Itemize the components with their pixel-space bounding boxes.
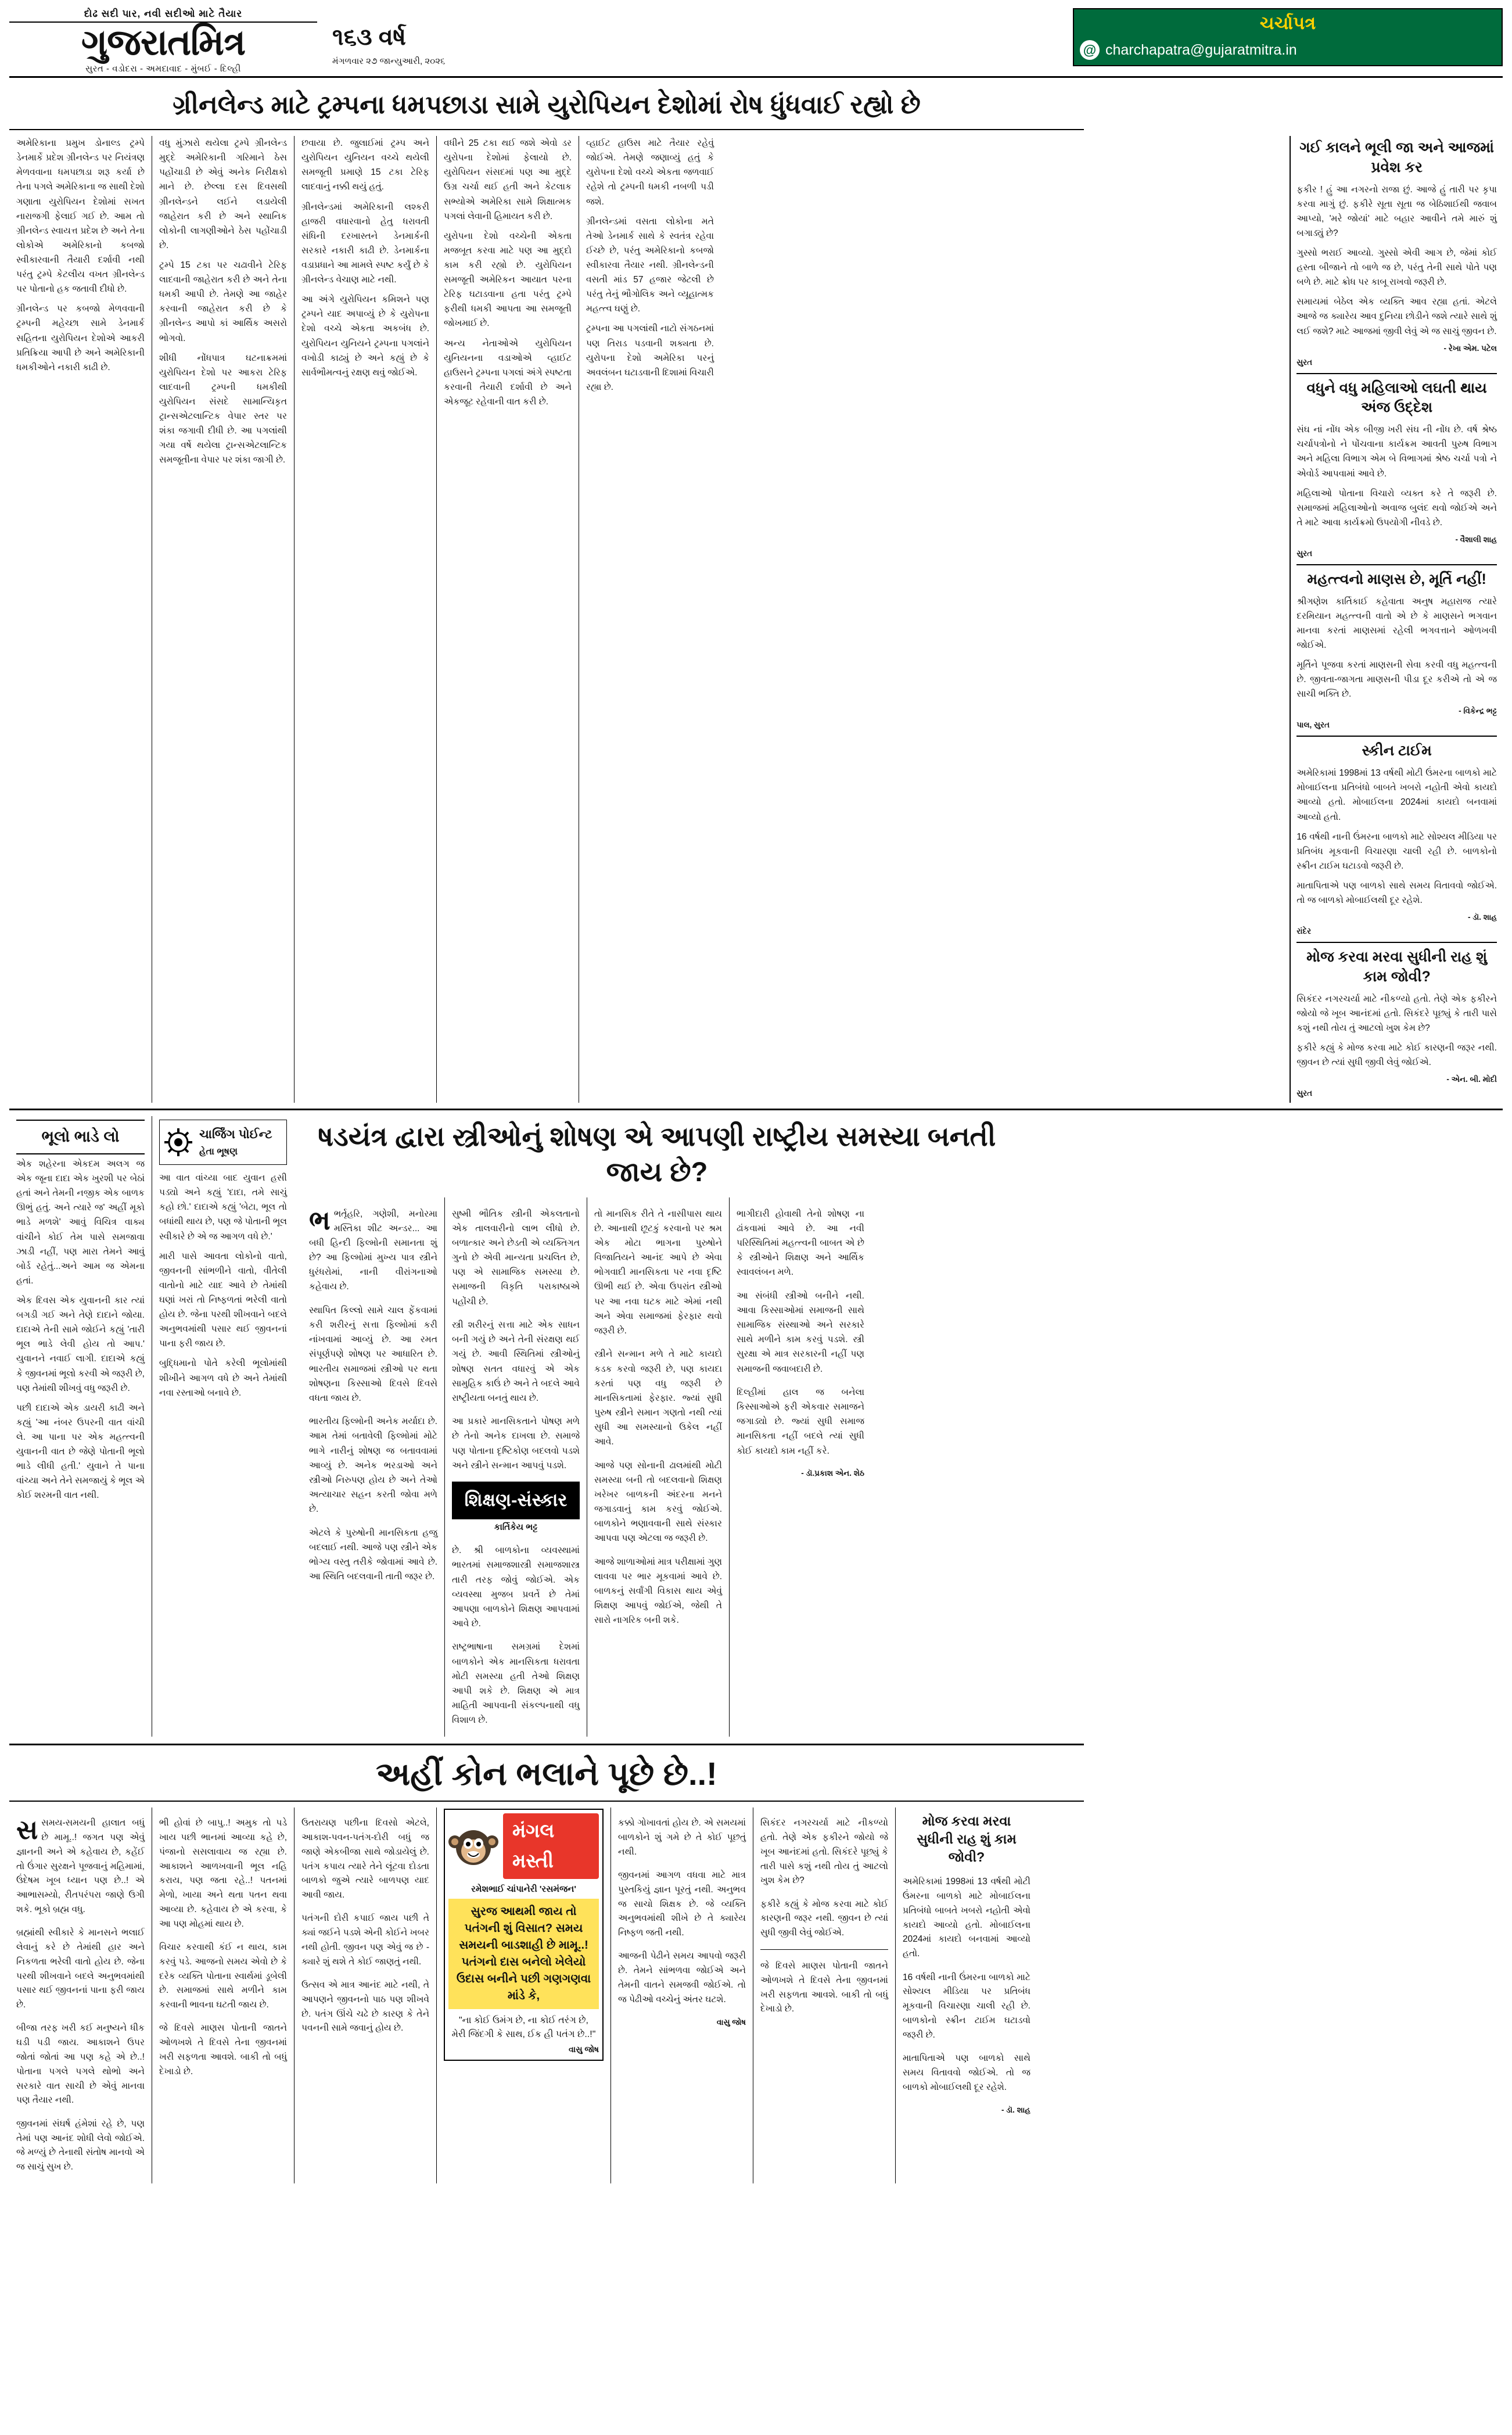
divider: [1296, 942, 1497, 943]
paragraph: જીવનમાં સંઘર્ષ હંમેશાં રહે છે, પણ તેમાં પણ આનંદ શોધી લેવો જોઈએ. જે મળ્યું છે તેનાથી સંતોષ માનવો એ જ સાચું સુખ છે.: [16, 2118, 145, 2172]
bottom-column-7: [895, 1808, 1037, 2184]
feature-column-1: [302, 1197, 444, 1736]
paragraph: 16 વર્ષથી નાની ઉંમરના બાળકો માટે સોશ્યલ મીડિયા પર પ્રતિબંધ મૂકવાની વિચારણા ચાલી રહી છે. બાળકોનો સ્ક્રીન ટાઈમ ઘટાડવો જરૂરી છે.: [1296, 831, 1497, 871]
dropcap: ભ: [309, 1204, 331, 1235]
bottom-column-5: [610, 1808, 753, 2184]
paragraph: અમેરિકાના પ્રમુખ ડોનાલ્ડ ટ્રમ્પે ડેનમાર્કે પ્રદેશ ગ્રીનલેન્ડ પર નિયંત્રણ મેળવવાના ધમપછાડા શરૂ કર્યા છે તેના પગલે અમેરિકાના જ સાથી દેશો ગણાતા યુરોપિયન દેશોમાં સખત નારાજગી ફેલાઈ ગઈ છે. આમ તો ગ્રીનલેન્ડ સ્વાયત્ત પ્રદેશ છે અને તેના લોકોએ અમેરિકાનો કબજો સ્વીકારવાની તૈયારી દર્શાવી નથી પરંતુ ટ્રમ્પે કેટલીય વખત ગ્રીનલેન્ડ પર પોતાનો હક જતાવી દીધો છે.: [16, 138, 145, 295]
paragraph: એક દિવસ એક યુવાનની કાર ત્યાં બગડી ગઈ અને તેણે દાદાને જોયા. દાદાએ તેની સામે જોઈને કહ્યું 'તારી ભૂલ ભાડે લેવી હોય તો આપ.' યુવાનને નવાઈ લાગી. દાદાએ કહ્યું કે જીવનમાં ભૂલો કરવી એ જરૂરી છે, પણ તેમાંથી શીખવું વધુ જરૂરી છે.: [16, 1295, 145, 1393]
paragraph: ભારતીય ફિલ્મોની અનેક મર્યાદા છે. આમ તેમાં બતાવેલી ફિલ્મોમાં મોટે ભાગે નારીનું શોષણ જ બતાવવામાં આવ્યું છે. અનેક ભરડાઓ અને સ્ત્રીઓ નિરુપણ હોય છે અને તેઓ અત્યાચાર સહન કરતી જોવા મળે છે.: [309, 1416, 437, 1514]
at-icon: @: [1080, 40, 1100, 60]
paragraph: ટ્રમ્પે 15 ટકા પર ચઢાવીને ટેરિફ લાદવાની જાહેરાત કરી છે અને તેના ધમકી આપી છે. તેમણે આ જાહેર કરવાની જાહેરાત કરી છે કે ગ્રીનલેન્ડ આપો કાં આર્થિક અસરો ભોગવો.: [159, 260, 287, 343]
paragraph: આ પ્રકારે માનસિકતાને પોષણ મળે છે તેનો અનેક દાખલા છે. સમાજે પણ પોતાના દૃષ્ટિકોણ બદલવો પડશે અને સ્ત્રીને સન્માન આપવું પડશે.: [452, 1416, 580, 1471]
paragraph: શીધી નોંધપાત્ર ઘટનાક્રમમાં યુરોપિયન દેશો પર આકરા ટેરિફ લાદવાની ટ્રમ્પની ધમકીથી યુરોપિયન સંસદે સામાન્યિકૃત ટ્રાન્સએટલાન્ટિક વેપાર સ્તર પર શંકા જગાવી દીધી છે. આ પગલાંથી ગયા વર્ષે થયેલા ટ્રાન્સએટલાન્ટિક સમજૂતીના વેપાર પર શંકા જાગી છે.: [159, 353, 287, 465]
paragraph: બીજા તરફ ખરી કઈ મનુષ્યને ધીક ઘડી પડી જાય. આકાશને ઉપર જોતાં જોતાં આ પણ કહે એ છે..! પોતાના પગલે પગલે થોભો અને સરકારે વાત સાચી છે એવું માનવા પણ તૈયાર નથી.: [16, 2023, 145, 2106]
lead-column-3: [294, 136, 436, 1103]
feature-columns: [302, 1197, 1012, 1736]
charchapatra-email-row[interactable]: [1074, 37, 1502, 65]
rail-item-3: [1296, 741, 1497, 936]
paragraph: મૂર્તિને પૂજવા કરતાં માણસની સેવા કરવી વધુ મહત્ત્વની છે. જીવતા-જાગતા માણસની પીડા દૂર કરીએ તો એ જ સાચી ભક્તિ છે.: [1296, 660, 1497, 700]
charging-point-author: હેતા ભૂષણ: [199, 1147, 238, 1157]
paragraph: જે દિવસે માણસ પોતાની જાતને ઓળખશે તે દિવસે તેના જીવનમાં ખરી સફળતા આવશે. બાકી તો બધું દેખાડો છે.: [760, 1960, 888, 2014]
charchapatra-box: [1073, 8, 1503, 66]
paragraph: આજે પણ સોનાની ઢાલમાંથી મોટી સમસ્યા બની તો બદલવાનો શિક્ષણ ખરેખર બાળકની અંદરના મનને જગાડવાનું કામ કરવું જોઈએ. બાળકોને ભણાવવાની સાથે સંસ્કાર આપવા પણ એટલા જ જરૂરી છે.: [594, 1460, 722, 1544]
paragraph: ફકીર ! હું આ નગરનો રાજા છું. આજે હું તારી પર કૃપા કરવા માગું છું. ફકીરે સૂતા સૂતા જ બેઠિશાઈથી જવાબ આપ્યો, 'મરે જોયાં' માટે બહાર આવીને તમે મારું શું બગાડ્યું છે?: [1296, 184, 1497, 238]
paragraph: સમાયમાં બેઠેલ એક વ્યક્તિ આવ રહ્યા હતાં. એટલે આજે જ ક્યારેય આવ દુનિયા છોડીને જશે ત્યારે સાથે શું લઈ જશે? માટે આજમાં જીવી લેવું એ જ સાચું જીવન છે.: [1296, 297, 1497, 336]
paragraph: સિકંદર નગરચર્યા માટે નીકળ્યો હતો. તેણે એક ફકીરને જોયો જે ખૂબ આનંદમાં હતો. સિકંદરે પૂછ્યું કે તારી પાસે કશું નથી તોય તું આટલો ખુશ કેમ છે?: [1296, 994, 1497, 1033]
divider: [1296, 373, 1497, 374]
paragraph: [309, 1204, 437, 1294]
paragraph: રાષ્ટ્રભાષાના સમગ્રમાં દેશમાં બાળકોને એક માનસિકતા ધરાવતા મોટી સમસ્યા હતી તેઓ શિક્ષણ આપી શકે છે. શિક્ષણ એ માત્ર માહિતી આપવાની સંકલ્પનાથી વધુ વિશાળ છે.: [452, 1642, 580, 1725]
paragraph: જે દિવસે માણસ પોતાની જાતને ઓળખશે તે દિવસે તેના જીવનમાં ખરી સફળતા આવશે. બાકી તો બધું દેખાડો છે.: [159, 2023, 287, 2077]
paragraph: [16, 1816, 145, 1917]
lead-column-2: [152, 136, 294, 1103]
paragraph: અમેરિકામાં 1998માં 13 વર્ષથી મોટી ઉંમરના બાળકો માટે મોબાઈલના પ્રતિબંધો બાબતે ખબરો નહોતી એવો કાયદો આવ્યો હતો. મોબાઈલના 2024માં કાયદો બનવામાં આવ્યો હતો.: [903, 1877, 1030, 1959]
masthead-left: [9, 8, 317, 74]
paragraph: યુરોપના દેશો વચ્ચેની એકતા મજબૂત કરવા માટે પણ આ મુદ્દો કામ કરી રહ્યો છે. યુરોપિયન સમજૂતી અમેરિકન આયાત પરના ટેરિફ ઘટાડવાના હતા પરંતુ ટ્રમ્પે ફરીથી ધમકી આપતા આ સમજૂતી જોખમાઈ છે.: [444, 231, 572, 329]
feature-column-2: [444, 1197, 587, 1736]
paper-title: ગુજરાતમિત્ર: [81, 23, 246, 63]
rail-item-body: [1296, 766, 1497, 908]
sidebar-heading: મોજ કરવા મરવા સુધીની રાહ શું કામ જોવી?: [917, 1813, 1017, 1864]
paragraph: 16 વર્ષથી નાની ઉંમરના બાળકો માટે સોશ્યલ મીડિયા પર પ્રતિબંધ મૂકવાની વિચારણા ચાલી રહી છે. બાળકોનો સ્ક્રીન ટાઈમ ઘટાડવો જરૂરી છે.: [903, 1972, 1030, 2040]
paragraph: જીવનમાં આગળ વધવા માટે માત્ર પુસ્તકિયું જ્ઞાન પૂરતું નથી. અનુભવ જ સાચો શિક્ષક છે. જે વ્યક્તિ અનુભવમાંથી શીખે છે તે ક્યારેય નિષ્ફળ જતી નથી.: [618, 1870, 746, 1938]
paragraph: શ્રીગણેશ કાર્તિકાઈ કહેવાતા અનુષ મહારાજ ત્યારે દરમિયાન મહત્ત્વની વાતો એ છે કે માણસને ભગવાન માનવા કરતાં માણસમાં રહેલી ભગવત્તાને ઓળખવી જોઈએ.: [1296, 596, 1497, 651]
rail-item-heading: મોજ કરવા મરવા સુધીની રાહ શું કામ જોવી?: [1306, 949, 1488, 985]
rail-item-heading: વધુને વધુ મહિલાઓ લઘતી થાય અંજ ઉદ્દેશ: [1306, 379, 1487, 416]
paragraph: વ્હાઈટ હાઉસ માટે તૈયાર રહેવું જોઈએ. તેમણે જણાવ્યું હતું કે યુરોપના દેશો વચ્ચે એકતા જળવાઈ રહેશે તો ટ્રમ્પની ધમકી નબળી પડી જશે.: [586, 138, 714, 207]
paragraph: આ અંગે યુરોપિયન કમિશને પણ ટ્રમ્પને યાદ અપાવ્યું છે કે યુરોપના દેશો વચ્ચે એકતા અકબંધ છે. યુરોપિયન યુનિયને ટ્રમ્પના પગલાંને વખોડી કાઢ્યું છે અને કહ્યું છે કે સાર્વભૌમત્વનું રક્ષણ થવું જોઈએ.: [301, 295, 429, 378]
rail-item-author: - વિકેન્દ્ર ભટ્ટ: [1459, 707, 1497, 716]
rail-item-1: [1296, 379, 1497, 558]
right-rail: [1290, 136, 1503, 1103]
rail-item-4: [1296, 948, 1497, 1098]
secondary-band: [9, 1109, 1503, 1736]
bhulo-bhade-column-2: [152, 1116, 294, 1736]
mangal-masti-box: [444, 1809, 604, 2061]
rail-item-city: સુરત: [1296, 357, 1313, 367]
charchapatra-title: ચર્ચાપત્ર: [1074, 9, 1502, 37]
masthead: [9, 8, 1503, 78]
mangal-masti-header: [448, 1813, 599, 1880]
paragraph: પછી દાદાએ એક ડાયરી કાઢી અને કહ્યું 'આ નંબર ઉપરની વાત વાંચી લે. આ પાના પર એક મહત્ત્વની યુવાનની વાત છે જેણે પોતાની ભૂલો ભાડે લીધી હતી.' યુવાને તે પાના વાંચ્યા અને તેને સમજાયું કે ભૂલ એ કોઈ શરમની વાત નથી.: [16, 1403, 145, 1501]
paragraph: વધુ મુંઝારો થયેલા ટ્રમ્પે ગ્રીનલેન્ડ મુદ્દે અમેરિકાની ગરિમાને ઠેસ પહોંચાડી છે એવું અનેક નિરીક્ષકો માને છે. છેલ્લા દસ દિવસથી ગ્રીનલેન્ડને લઈને લડાયેલી જાહેરાત કરી છે અને સ્થાનિક લોકોની લાગણીઓને ઠેસ પહોંચાડી છે.: [159, 138, 287, 250]
paragraph: અમેરિકામાં 1998માં 13 વર્ષથી મોટી ઉંમરના બાળકો માટે મોબાઈલના પ્રતિબંધો બાબતે ખબરો નહોતી એવો કાયદો આવ્યો હતો. મોબાઈલના 2024માં કાયદો બનવામાં આવ્યો હતો.: [1296, 768, 1497, 822]
feature-author: - ડૉ.પ્રકાશ એન. શેઠ: [801, 1469, 864, 1478]
paragraph: બુદ્ધિમાનો પોતે કરેલી ભૂલોમાંથી શીખીને આગળ વધે છે અને તેમાંથી નવા રસ્તાઓ બનાવે છે.: [159, 1358, 287, 1398]
paragraph: સ્થાપિત કિલ્લો સામે ચાલ ફેંકવામાં કરી શરીરનું સત્તા ફિલ્મોમાં કરી નાંખવામાં આવ્યું છે. આ રમત સંપૂર્ણપણે શોષણ પર આધારિત છે. ભારતીય સમાજમાં સ્ત્રીઓ પર થતા શોષણના કિસ્સાઓ દિવસે દિવસે વધતા જાય છે.: [309, 1306, 437, 1403]
bottom-column-3: [294, 1808, 436, 2184]
paragraph: વધીને 25 ટકા થઈ જશે એવો ડર યુરોપના દેશોમાં ફેલાયો છે. યુરોપિયન સંસદમાં પણ આ મુદ્દે ઉગ્ર ચર્ચા થઈ હતી અને કેટલાક સભ્યોએ અમેરિકા સામે શિક્ષાત્મક પગલાં લેવાની હિમાયત કરી છે.: [444, 138, 572, 221]
rail-item-city: સુરત: [1296, 548, 1313, 558]
rail-item-author: - એન. બી. મોદી: [1446, 1075, 1497, 1084]
feature-headline: ષડયંત્ર દ્વારા સ્ત્રીઓનું શોષણ એ આપણી રાષ્ટ્રીય સમસ્યા બનતી જાય છે?: [318, 1121, 996, 1188]
masthead-middle: [317, 8, 1073, 74]
paragraph: સુષ્મી ભૌતિક સ્ત્રીની એકલતાનો એક તાલવારીનો લાભ લીધો છે. બળાત્કાર અને છેડતી એ વ્યક્તિગત ગુનો છે એવી માન્યતા પ્રચલિત છે, પણ એ સામાજિક સમસ્યા છે. સમાજની વિકૃતિ પરાકાષ્ઠાએ પહોંચી છે.: [452, 1208, 580, 1307]
lead-headline: ગ્રીનલેન્ડ માટે ટ્રમ્પના ધમપછાડા સામે યુરોપિયન દેશોમાં રોષ ધુંધવાઈ રહ્યો છે: [9, 78, 1084, 130]
masthead-tagline: દોઢ સદી પાર, નવી સદીઓ માટે તૈયાર: [84, 8, 243, 19]
paragraph: આજની પેઢીને સમય આપવો જરૂરી છે. તેમને સાંભળવા જોઈએ અને તેમની વાતને સમજવી જોઈએ. તો જ પેઢીઓ વચ્ચેનું અંતર ઘટશે.: [618, 1951, 746, 2004]
feature-column-3: [587, 1197, 729, 1736]
paragraph: આ સંબંધી સ્ત્રીઓ બનીને નથી. આવા કિસ્સાઓમાં સમાજની સાથે સામાજિક સંસ્થાઓ અને સરકારે સાથે મળીને કામ કરવું પડશે. સ્ત્રી સુરક્ષા એ માત્ર સરકારની નહીં પણ સમાજની જવાબદારી છે.: [737, 1290, 864, 1374]
paragraph: સિકંદર નગરચર્યા માટે નીકળ્યો હતો. તેણે એક ફકીરને જોયો જે ખૂબ આનંદમાં હતો. સિકંદરે પૂછ્યું કે તારી પાસે કશું નથી તોય તું આટલો ખુશ કેમ છે?: [760, 1818, 888, 1886]
mangal-masti-author: રમેશભાઈ ચાંપાનેરી 'રસમંજન': [471, 1884, 576, 1895]
paragraph: છે. શ્રી બાળકોના વ્યવસ્થામાં ભારતમાં સમાજશાસ્ત્રી સમાજશાસ્ત્ર તારી તરફ જોવું જોઈએ. એક વ્યવસ્થા મુજબ પ્રવર્તે છે તેમાં આપણા બાળકોને શિક્ષણ આપવામાં આવે છે.: [452, 1545, 580, 1629]
dropcap: સ: [16, 1814, 38, 1845]
bottom-headline: અહીં કોન ભલાને પૂછે છે..!: [9, 1744, 1084, 1802]
rail-item-0: [1296, 138, 1497, 367]
paragraph: આ વાત વાંચ્યા બાદ યુવાન હસી પડ્યો અને કહ્યું 'દાદા, તમે સાચું કહો છો.' દાદાએ કહ્યું 'બેટા, ભૂલ તો બધાંથી થાય છે, પણ જે પોતાની ભૂલ સ્વીકારે છે એ જ આગળ વધે છે.': [159, 1173, 287, 1242]
lead-column-5: [579, 136, 721, 1103]
paragraph: અન્ય નેતાઓએ યુરોપિયન યુનિયનના વડાઓએ વ્હાઈટ હાઉસને ટ્રમ્પના પગલાં અંગે સ્પષ્ટતા કરવાની તૈયારી દર્શાવી છે અને એકજૂટ રહેવાની વાત કરી છે.: [444, 338, 572, 407]
rail-item-body: [1296, 594, 1497, 702]
paragraph: તો માનસિક રીતે તે નાસીપાસ થાય છે. આનાથી છૂટકું કરવાનો પર શ્રમ એક મોટા ભાગના પુરુષોને વિજાતિયને આનંદ આપે છે એવા ભોગવાદી માનસિકતા પર નવા દૃષ્ટિ ઊભી થઈ છે. એવા ઉપરાંત સ્ત્રીઓ પર આ નવા ઘટક માટે એમાં નથી અને એવા સમાજમાં ફેરફાર થવો જરૂરી છે.: [594, 1208, 722, 1336]
rail-item-author: - રેખા એમ. પટેલ: [1443, 343, 1497, 353]
paragraph: કક્કો ગોખાવતાં હોય છે. એ સમયમાં બાળકોને શું ગમે છે તે કોઈ પૂછતું નથી.: [618, 1818, 746, 1857]
bottom-article-author: વાસુ જોષ: [716, 2018, 746, 2027]
masthead-right: [1073, 8, 1503, 74]
shiksha-sanskar-author: કાર્તિકેય ભટ્ટ: [494, 1522, 538, 1532]
paragraph: વિચાર કરવાથી કંઈ ન થાય, કામ કરવું પડે. આજનો સમય એવો છે કે દરેક વ્યક્તિ પોતાના સ્વાર્થમાં ડૂબેલી છે. સમાજમાં સાથે મળીને કામ કરવાની ભાવના ઘટતી જાય છે.: [159, 1942, 287, 2010]
paragraph: એટલે કે પુરુષોની માનસિકતા હજુ બદલાઈ નથી. આજે પણ સ્ત્રીને એક ભોગ્ય વસ્તુ તરીકે જોવામાં આવે છે. આ સ્થિતિ બદલવાની તાતી જરૂર છે.: [309, 1527, 437, 1582]
paragraph: સ્ત્રી શરીરનું સત્તા માટે એક સાધન બની ગયું છે અને તેની સંરક્ષણ થઈ ગયું છે. આવી સ્થિતિમાં સ્ત્રીઓનું શોષણ સતત વધારવું એ એક સામુહિક કાઉં છે અને તે બદલે આવે રાષ્ટ્રીયતા બનતું થાય છે.: [452, 1320, 580, 1403]
rail-item-city: પાલ, સુરત: [1296, 720, 1330, 730]
rail-item-city: સુરત: [1296, 1089, 1313, 1098]
paragraph: ગ્રીનલેન્ડમાં અમેરિકાની લશ્કરી હાજરી વધારવાનો હેતુ ધરાવતી સંધિની દરખાસ્તને ડેનમાર્કની સરકારે નકારી કાઢી છે. ડેનમાર્કના વડાપ્રધાને આ મામલે સ્પષ્ટ કર્યું છે કે ગ્રીનલેન્ડ વેચાણ માટે નથી.: [301, 202, 429, 285]
paper-date: મંગળવાર ૨૭ જાન્યુઆરી, ૨૦૨૬: [332, 56, 446, 66]
rail-item-body: [1296, 182, 1497, 339]
paragraph-text: સમય-સમયની હાલાત બધું છે મામૂ..! જગત પણ એવું જ્ઞાનની અને એ કહેવાય છે, કહેંઈ તો ઉંગાર સુરક્ષને પૂજવાનું મહિમામાં, ઉંદેષમ ખૂબ ધ્યાન પણ છે..! એ આભાસમ્યો, રીતપરંપરા જાણે ઉગી શકે. ભૂકો બ્રહ્મ વધુ.: [16, 1818, 145, 1914]
bottom-column-2: [152, 1808, 294, 2184]
paragraph-text: ભર્તૃહરિ, ગણેશી, મનોરમા મસ્તિકા શીટ અન્ડર... આ બધી હિન્દી ફિલ્મોની સમાનતા શું છે? આ ફિલ્મોમાં મુખ્ય પાત્ર સ્ત્રીને ધુરંધરોમાં, નાની વીરાંગનાઓ કહેવાય છે.: [309, 1208, 437, 1292]
rail-item-body: [1296, 992, 1497, 1070]
charging-point-byline: [159, 1120, 287, 1165]
rail-item-heading: મહત્ત્વનો માણસ છે, મૂર્તિ નહીં!: [1307, 571, 1486, 587]
lead-column-1: [9, 136, 152, 1103]
paragraph: ભી હોવાં છે બાપુ..! અમુક તો પડે ખાય પછી ભાનમાં આવ્યા કહે છે, પંજાનો સસલાવાય જ રહ્યા છે. આકાશને આળખવાની ભૂલ નહિ કરાય, પણ જતા રહે..! પતનમાં મેળો, ખાયા અને થતા પતન થવા આવ્યા છે. કહેવાય છે એ કરવા, કે આ પણ મોહમાં થાય છે.: [159, 1818, 287, 1929]
paper-editions: સુરત - વડોદરા - અમદાવાદ - મુંબઈ - દિલ્હી: [85, 64, 241, 74]
charchapatra-email[interactable]: charchapatra@gujaratmitra.in: [1105, 41, 1297, 58]
paragraph: આજે શાળાઓમાં માત્ર પરીક્ષામાં ગુણ લાવવા પર ભાર મૂકવામાં આવે છે. બાળકનું સર્વાંગી વિકાસ થાય એવું શિક્ષણ આપવું જોઈએ, જેથી તે સારો નાગરિક બની શકે.: [594, 1557, 722, 1626]
paragraph: છવાયા છે. જુલાઈમાં ટ્રમ્પ અને યુરોપિયન યુનિયન વચ્ચે થયેલી સમજૂતી પ્રમાણે 15 ટકા ટેરિફ લાદવાનું નક્કી થયું હતું.: [301, 138, 429, 192]
paragraph: સંઘ નાં નોંધ એક બીજી ખરી સંઘ ની નોંધ છે. વર્ષ શ્રેષ્ઠ ચર્ચાપત્રોનો ને પોંચવાના કાર્યક્રમ આવતી પુરુષ વિભાગ અને મહિલા વિભાગ એમ બે વિભાગમાં શ્રેષ્ઠ ચર્ચા પત્રો ને એવોર્ડ આપવામાં આવે છે.: [1296, 425, 1497, 479]
main-article-grid: [9, 130, 1503, 1103]
rail-item-body: [1296, 422, 1497, 530]
paragraph: પતંગની દોરી કપાઈ જાય પછી તે ક્યાં જઈને પડશે એની કોઈને ખબર નથી હોતી. જીવન પણ એવું જ છે - ક્યારે શું થશે તે કોઈ જાણતું નથી.: [301, 1913, 429, 1967]
paragraph: દિલ્હીમાં હાલ જ બનેલા કિસ્સાઓએ ફરી એકવાર સમાજને જગાડ્યો છે. જ્યાં સુધી સમાજ માનસિકતા નહીં બદલે ત્યાં સુધી કોઈ કાયદો કામ નહીં કરે.: [737, 1387, 864, 1456]
paragraph: માતાપિતાએ પણ બાળકો સાથે સમય વિતાવવો જોઈએ. તો જ બાળકો મોબાઈલથી દૂર રહેશે.: [903, 2053, 1030, 2092]
shiksha-sanskar-title: શિક્ષણ-સંસ્કાર: [452, 1482, 580, 1519]
mangal-masti-verse: "ના કોઈ ઉમંગ છે, ના કોઈ તરંગ છે, મેરી જિંદગી કે સાથ, ઈક હી પતંગ છે..!": [451, 2016, 596, 2040]
feature-article: [294, 1116, 1020, 1736]
paragraph: ટ્રમ્પના આ પગલાંથી નાટો સંગઠનમાં પણ તિરાડ પડવાની શક્યતા છે. યુરોપના દેશો અમેરિકા પરનું અવલંબન ઘટાડવાની દિશામાં વિચારી રહ્યા છે.: [586, 324, 714, 392]
paragraph: ફકીરે કહ્યું કે મોજ કરવા માટે કોઈ કારણની જરૂર નથી. જીવન છે ત્યાં સુધી જીવી લેવું જોઈએ.: [1296, 1043, 1497, 1068]
charging-point-title: ચાર્જિંગ પોઈન્ટ: [199, 1128, 272, 1142]
bottom-column-1: [9, 1808, 152, 2184]
rail-item-2: [1296, 570, 1497, 730]
bottom-article-grid: [9, 1802, 1503, 2184]
rail-item-author: - વૈશાલી શાહ: [1455, 535, 1497, 544]
rail-item-city: રાંદેર: [1296, 927, 1312, 936]
divider: [1296, 564, 1497, 565]
rail-item-author: - ડૉ. શાહ: [1468, 913, 1497, 922]
lead-column-4: [436, 136, 579, 1103]
paragraph: ભાગીદારી હોવાથી તેનો શોષણ ના ઢાંકવામાં આવે છે. આ નવી પરિસ્થિતિમાં મહત્ત્વની બાબત એ છે કે સ્ત્રીઓને શિક્ષણ અને આર્થિક સ્વાવલંબન મળે.: [737, 1208, 864, 1278]
rail-item-heading: સ્કીન ટાઈમ: [1362, 743, 1432, 759]
paragraph: ગુસ્સો ભરાઈ આવ્યો. ગુસ્સો એવી આગ છે, જેમાં કોઈ હસ્તા બીજાને તો બાળે જ છે, પરંતુ તેની સાથે પોતે પણ બળે છે. માટે ક્રોધ પર કાબૂ રાખવો જરૂરી છે.: [1296, 248, 1497, 288]
bhulo-bhade-column-1: [9, 1116, 152, 1736]
paper-years: ૧૬૩ વર્ષ: [332, 24, 407, 50]
paragraph: બ્રહ્માંથી સ્વીકારે કે માનસને ભલાઈ લેવાનું કરે છે તેમાંથી હાર અને નિકળતા ભરેલી વાતો હોય છે. જેના પરથી શીખવાને બદલે અનુભવમાંથી પસાર થઈ જીવનનાં પાના ફરી જાય છે.: [16, 1928, 145, 2010]
divider: [760, 1949, 888, 1950]
paragraph: સ્ત્રીને સન્માન મળે તે માટે કાયદો કડક કરવો જરૂરી છે, પણ કાયદા કરતાં પણ વધુ જરૂરી છે માનસિકતામાં ફેરફાર. જ્યાં સુધી પુરુષ સ્ત્રીને સમાન ગણતો નથી ત્યાં સુધી આ સમસ્યાનો ઉકેલ નહીં આવે.: [594, 1349, 722, 1447]
mangal-masti-title: મંગલ મસ્તી: [503, 1813, 599, 1880]
paragraph: ગ્રીનલેન્ડ પર કબજો મેળવવાની ટ્રમ્પની મહેચ્છા સામે ડેનમાર્ક સહિતના યુરોપિયન દેશોએ આકરી પ્રતિક્રિયા આપી છે અને અમેરિકાની ધમકીઓને નકારી કાઢી છે.: [16, 304, 145, 372]
paragraph: ઉતરાયણ પછીના દિવસો એટલે, આકાશ-પવન-પતંગ-દોરી બધું જ જાણે એકબીજા સાથે જોડાયેલું છે. પતંગ કપાય ત્યારે તેને લૂંટવા દોડતા બાળકો જુએ ત્યારે બાળપણ યાદ આવી જાય.: [301, 1818, 429, 1900]
sidebar-author: - ડૉ. શાહ: [1001, 2105, 1030, 2114]
columnist-area: [9, 1116, 294, 1736]
paragraph: ફકીરે કહ્યું કે મોજ કરવા માટે કોઈ કારણની જરૂર નથી. જીવન છે ત્યાં સુધી જીવી લેવું જોઈએ.: [760, 1899, 888, 1938]
mangal-masti-panel: સુરજ આથમી જાય તો પતંગની શું વિસાત? સમય સમયની બાડશાહી છે મામૂ..! પતંગનો દાસ બનેલો ખેલેયો ઉદાસ બનીને પછી ગણગણવા માંડે કે,: [448, 1899, 599, 2009]
divider: [1296, 736, 1497, 737]
bhulo-bhade-title: ભૂલો ભાડે લો: [16, 1120, 145, 1154]
paragraph: માતાપિતાએ પણ બાળકો સાથે સમય વિતાવવો જોઈએ. તો જ બાળકો મોબાઈલથી દૂર રહેશે.: [1296, 880, 1497, 906]
mangal-masti-footer: વાસુ જોષ: [569, 2045, 599, 2054]
mangal-masti-column: [436, 1808, 610, 2184]
rail-item-heading: ગઈ કાલને ભૂલી જા અને આજમાં પ્રવેશ કર: [1299, 139, 1494, 175]
paragraph: મારી પાસે આવતા લોકોનો વાતો, જીવનની સાંભળીને વાતો, વીતેલી વાતોનો માટે યાદ આવે છે તેમાંથી ઘણાં ખરાં તો નિષ્ફળતાં ભરેલી વાતો હોય છે. જેના પરથી શીખવાને બદલે અનુભવમાંથી પસાર થઈ જીવનનાં પાના ફરી જાય છે.: [159, 1251, 287, 1349]
gear-head-icon: [163, 1127, 193, 1157]
bottom-column-6: [753, 1808, 895, 2184]
paragraph: ઉત્સવ એ માત્ર આનંદ માટે નથી, તે આપણને જીવનનો પાઠ પણ શીખવે છે. પતંગ ઊંચે ચઢે છે કારણ કે તેને પવનની સામે જવાનું હોય છે.: [301, 1980, 429, 2034]
feature-column-4: [729, 1197, 871, 1736]
paragraph: મહિલાઓ પોતાના વિચારો વ્યક્ત કરે તે જરૂરી છે. સમાજમાં મહિલાઓનો અવાજ બુલંદ થવો જોઈએ અને તે માટે આવા કાર્યક્રમો ઉપયોગી નીવડે છે.: [1296, 488, 1497, 528]
paragraph: એક શહેરના એકદમ અલગ જ એક જૂના દાદા એક ખુરશી પર બેઠાં હતાં અને તેમની નજીક એક બાળક ઊભું હતું. અને ત્યારે જ' અહીં મૂકો ભાડે મળશે' આવું વિચિત્ર વાક્ય વાંચીને કોઈ તેમ પાસે સમજાવા ઝાડી નહીં, પણ મારા તેમને આવું બોર્ડ રહેતું...અને આમ જ એમના હતાં.: [16, 1159, 145, 1286]
monkey-icon: [448, 1824, 498, 1867]
paragraph: ગ્રીનલેન્ડમાં વસતા લોકોના મતે તેઓ ડેનમાર્ક સાથે કે સ્વતંત્ર રહેવા ઈચ્છે છે, પરંતુ અમેરિકાનો કબજો સ્વીકારવા તૈયાર નથી. ગ્રીનલેન્ડની વસતી માંડ 57 હજાર જેટલી છે પરંતુ તેનું ભૌગોલિક અને વ્યૂહાત્મક મહત્ત્વ ઘણું છે.: [586, 216, 714, 314]
